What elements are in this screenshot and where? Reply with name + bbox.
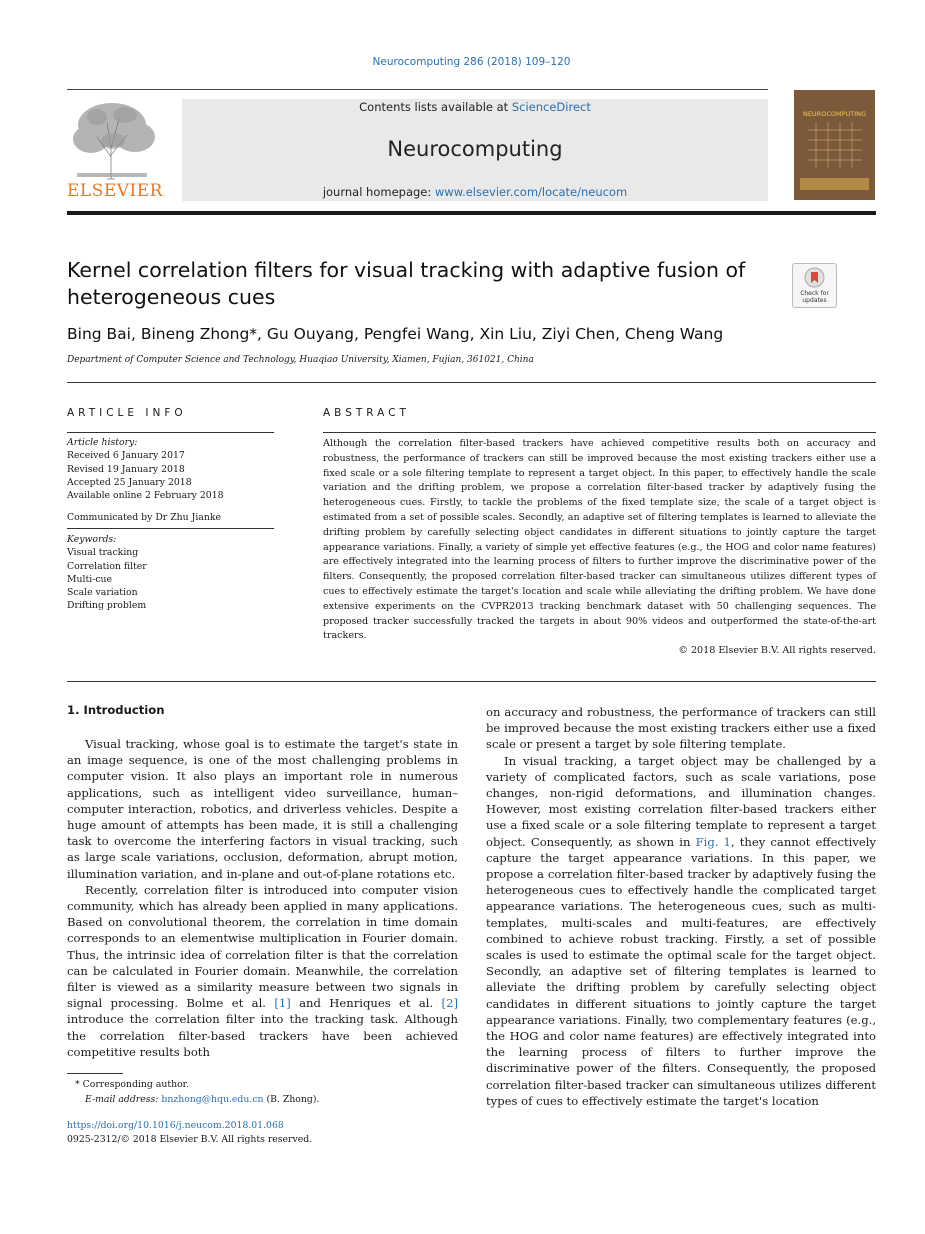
journal-citation-link[interactable]: Neurocomputing 286 (2018) 109–120 [372,56,571,68]
sciencedirect-link[interactable]: ScienceDirect [511,100,591,114]
keyword-item: Drifting problem [67,600,147,612]
contents-prefix: Contents lists available at [359,100,512,114]
header-rule [67,89,768,90]
paragraph-text: and Henriques et al. [290,996,442,1011]
article-info-heading: ARTICLE INFO [67,407,187,419]
email-line [67,1093,458,1108]
keyword-item: Scale variation [67,587,138,599]
communicated-by: Communicated by Dr Zhu Jianke [67,512,221,523]
doi-block [67,1119,458,1146]
abstract-heading: ABSTRACT [323,407,410,419]
history-accepted: Accepted 25 January 2018 [67,476,192,488]
corresponding-author-note: * Corresponding author. [75,1079,190,1090]
keyword-item: Multi-cue [67,573,113,585]
body-rule [67,681,876,682]
issn-copyright: 0925-2312/© 2018 Elsevier B.V. All rights reserved. [67,1133,313,1145]
article-title: Kernel correlation filters for visual tracking with adaptive fusion of heterogeneous cues [67,258,746,309]
bookmark-badge-icon [804,267,825,288]
footnote [67,1078,458,1107]
email-suffix: (B. Zhong). [263,1093,320,1105]
paragraph-text: Recently, correlation filter is introduced into computer vision community, which has already been applied in many applications. Based on convolutional theorem, the correlation in time domain corresponds to an elementwise multiplication in Fourier domain. Thus, the intrinsic idea of correlation filter is that the correlation can be calculated in Fourier domain. Meanwhile, the correlation filter is viewed as a similarity measure between two signals in signal processing. Bolme et al. [67,882,458,1011]
abstract-text: Although the correlation filter-based trackers have achieved competitive results both on accuracy and robustness, the performance of trackers can still be improved because the most existing trackers either use a fixed scale or a sole filtering template to represent a target object. In this paper, to effectively handle the scale variation and the drifting problem, we propose a correlation filter-based tracker by adaptively fusing the heterogeneous cues. Firstly, to tackle the problems of the fixed template size, the scale of a target object is estimated from a set of possible scales. Secondly, an adaptive set of filtering templates is learned to alleviate the drifting problem by carefully selecting object candidates in different situations to jointly capture the target appearance variations. Finally, a variety of simple yet effective features (e.g., the HOG and color name features) are effectively integrated into the learning process of filters to further improve the discriminative power of the filters. Consequently, the proposed correlation filter-based tracker can simultaneous utilizes different types of cues to effectively estimate the target's location and scale while alleviating the drifting problem. We have done extensive experiments on the CVPR2013 tracking benchmark dataset with 50 challenging sequences. The proposed tracker successfully tracked the targets in about 90% videos and outperformed the state-of-the-art trackers. [323,438,876,642]
email-link[interactable]: bnzhong@hqu.edu.cn [161,1093,264,1105]
paragraph-text: , they cannot effectively capture the target appearance variations. In this paper, we propose a correlation filter-based tracker by adaptively fusing the heterogeneous cues to effectively handle the complicated target appearance variations. The heterogeneous cues, such as multi-templates, multi-scales and multi-features, are effectively combined to achieve robust tracking. Firstly, a set of possible scales is used to estimate the optimal scale for the target object. Secondly, an adaptive set of filtering templates is learned to alleviate the drifting problem by carefully selecting object candidates in different situations to jointly capture the target appearance variations. Finally, two complementary features (e.g., the HOG and color name features) are effectively integrated into the learning process of filters to further improve the discriminative power of the filters. Consequently, the proposed correlation filter-based tracker can simultaneous utilizes different types of cues to effectively estimate the target's location [486,834,877,1108]
check-for-label: Check for [800,290,829,297]
body-left-column [67,736,458,1060]
keyword-item: Visual tracking [67,547,139,559]
elsevier-logo [67,97,163,203]
journal-name: Neurocomputing [387,137,563,161]
doi-link[interactable]: https://doi.org/10.1016/j.neucom.2018.01.068 [67,1120,284,1131]
intro-paragraph [67,882,458,1060]
email-label: E-mail address: [85,1093,162,1105]
homepage-line [182,185,768,199]
figure-link-1[interactable]: Fig. 1 [695,834,731,849]
cover-title: NEUROCOMPUTING [802,110,867,118]
header-thick-rule [67,211,876,215]
keyword-item: Correlation filter [67,560,147,572]
paragraph-text: introduce the correlation filter into the tracking task. Although the correlation filter-based trackers have been achieved competitive results both [67,1012,458,1059]
history-received: Received 6 January 2017 [67,450,185,462]
article-history [67,436,274,502]
journal-cover-image[interactable] [794,90,875,200]
check-for-updates-button[interactable] [792,263,837,308]
abstract-copyright: © 2018 Elsevier B.V. All rights reserved. [678,645,876,656]
homepage-prefix: journal homepage: [322,185,435,199]
article-info-rule [67,432,274,433]
section-heading-introduction: 1. Introduction [67,703,165,717]
keywords-list [67,533,274,613]
cover-grid-icon [808,122,862,168]
publisher-logo-text: ELSEVIER [67,181,163,201]
contents-line [182,100,768,114]
keywords-rule [67,528,274,529]
history-revised: Revised 19 January 2018 [67,463,185,475]
updates-label: updates [802,297,827,304]
cover-footer-band [800,178,869,190]
reference-link-1[interactable]: [1] [274,996,291,1011]
body-right-column [486,704,876,1109]
intro-paragraph: on accuracy and robustness, the performance of trackers can still be improved because the most existing trackers either use a fixed scale or present a target by sole filtering template. [486,705,876,752]
history-label: Article history: [67,437,138,448]
affiliation: Department of Computer Science and Technology, Huaqiao University, Xiamen, Fujian, 361021, China [67,355,534,365]
author-list: Bing Bai, Bineng Zhong*, Gu Ouyang, Pengfei Wang, Xin Liu, Ziyi Chen, Cheng Wang [67,325,724,343]
reference-link-2[interactable]: [2] [441,996,458,1011]
paragraph-text: In visual tracking, a target object may be challenged by a variety of complicated factors, such as scale variations, pose changes, non-rigid deformations, and illumination changes. However, most existing correlation filter-based trackers either use a fixed scale or a sole filtering template to represent a target object. Consequently, as shown in [486,753,876,849]
intro-paragraph: Visual tracking, whose goal is to estimate the target's state in an image sequence, is one of the most challenging problems in computer vision. It also plays an important role in numerous applications, such as intelligent video surveillance, human–computer interaction, robotics, and driverless vehicles. Despite a huge amount of attempts has been made, it is still a challenging task to overcome the interfering factors in visual tracking, such as large scale variations, occlusion, deformation, abrupt motion, illumination variation, and in-plane and out-of-plane rotations etc. [67,737,458,881]
abstract-rule [323,432,876,433]
history-online: Available online 2 February 2018 [67,490,224,502]
homepage-link[interactable]: www.elsevier.com/locate/neucom [434,185,628,199]
intro-paragraph [486,753,876,1109]
footnote-rule [67,1073,123,1074]
keywords-label: Keywords: [67,534,117,545]
section-rule [67,382,876,383]
